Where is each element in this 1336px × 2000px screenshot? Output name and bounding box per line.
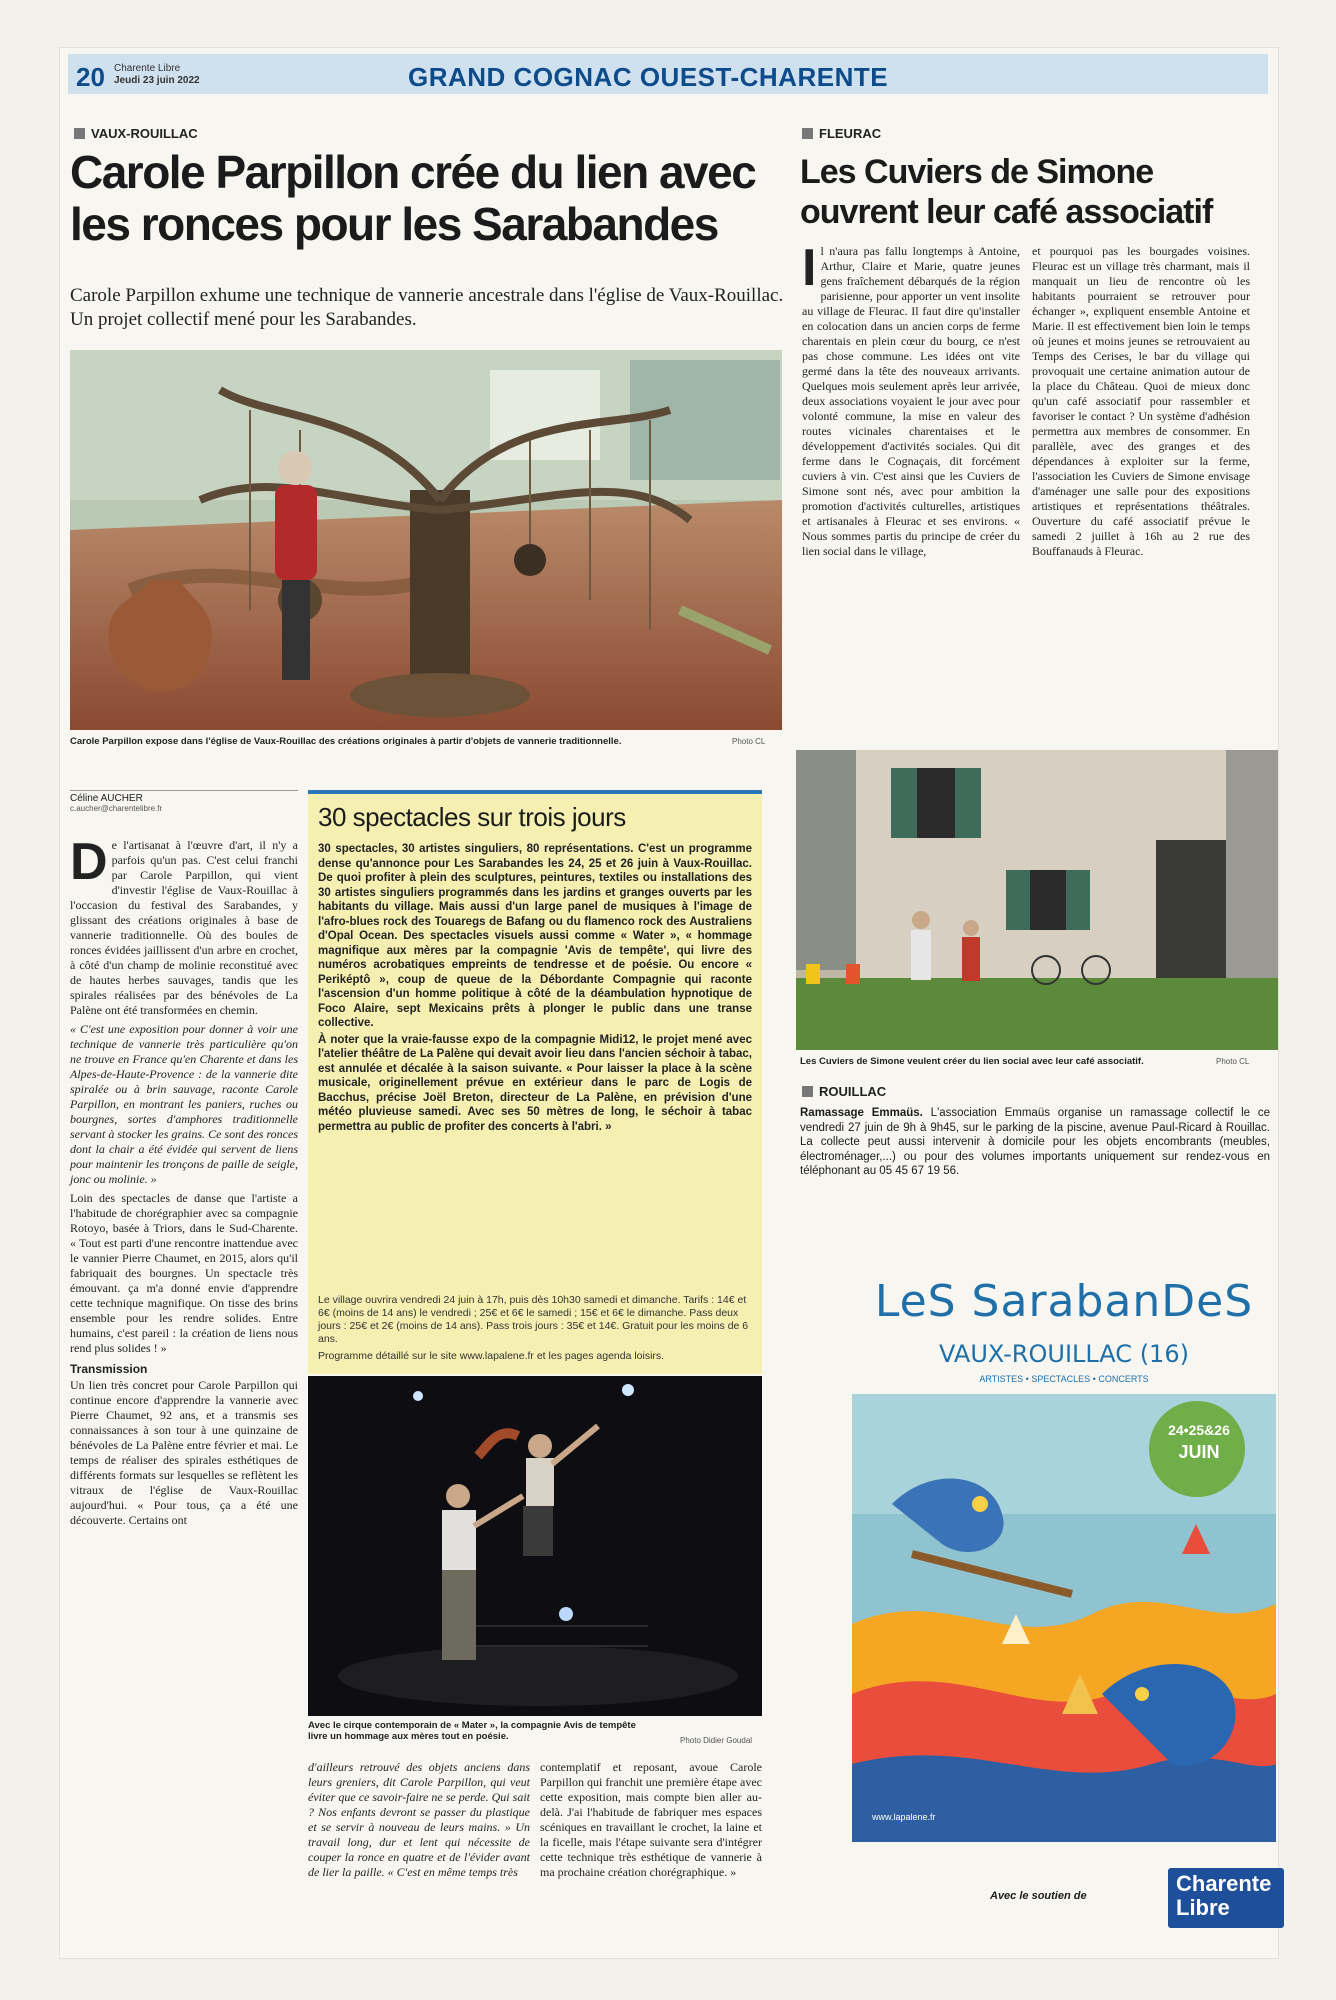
circus-photo bbox=[308, 1376, 762, 1716]
left-kicker: VAUX-ROUILLAC bbox=[74, 126, 198, 141]
right-body-2: et pourquoi pas les bourgades voisines. Fleurac est un village très charmant, mais il manquait un lieu de rencontre où les habitants pourraient se retrouver pour échanger », expliquent ensemble Antoine et Marie. Il est effectivement bien loin le temps où jeunes et moins jeunes se retrouvaient au Temps des Cerises, le bar du village qui provoquait une certaine animation autour de la place du Château. Quoi de mieux donc qu'un café associatif pour rassembler et favoriser le contact ? Un système d'adhésion permettra aux membres de consommer. En parallèle, avec des granges et des dépendances à exploiter sur la ferme, l'association les Cuviers de Simone envisage d'aménager une salle pour des expositions artistiques et représentations théâtrales. Ouverture du café associatif prévue le samedi 2 juillet à 16h au 2 rue des Bouffanauds à Fleurac. bbox=[1032, 244, 1250, 558]
program-box bbox=[308, 790, 762, 1374]
support-label: Avec le soutien de bbox=[990, 1890, 1087, 1902]
right-kicker: FLEURAC bbox=[802, 126, 881, 141]
author-name: Céline AUCHER bbox=[70, 793, 143, 804]
quote-paragraph: « C'est une exposition pour donner à voir une technique de vannerie très particulière qu'on ne trouve en France qu'en Charente et dans les Alpes-de-Haute-Provence : de la vannerie dite spiralée ou à brin sauvage, raconte Carole Parpillon, en montrant les paniers, ruches ou bourgnes, sortes d'amphores traditionnelle servant à stocker les grains. Ce sont des ronces dont la chair a été évidée qui servent de liens pour maintenir les tronçons de paille de seigle, jonc ou molinie. » bbox=[70, 1022, 298, 1186]
brief-lead: Ramassage Emmaüs. bbox=[800, 1107, 923, 1119]
fleurac-photo bbox=[796, 750, 1278, 1050]
main-photo-caption: Carole Parpillon expose dans l'église de Vaux-Rouillac des créations originales à partir d'objets de vannerie traditionnelle. bbox=[70, 736, 622, 747]
left-headline: Carole Parpillon crée du lien avec les ronces pour les Sarabandes bbox=[70, 146, 756, 250]
basketry-photo bbox=[70, 350, 782, 730]
circus-photo-credit: Photo Didier Goudal bbox=[680, 1736, 753, 1745]
charente-libre-logo bbox=[1168, 1868, 1284, 1928]
program-box-info bbox=[318, 1294, 752, 1363]
brief-text bbox=[800, 1106, 1270, 1179]
logo-line-1: Charente bbox=[1176, 1871, 1272, 1896]
body-paragraph-4: d'ailleurs retrouvé des objets anciens dans leurs greniers, dit Carole Parpillon, qui veut éviter que ce savoir-faire ne se perde. Qui sait ? Nos enfants devront se passer du plastique et se servir à nouveau de leurs mains. » Un travail long, dur et lent qui nécessite de couper la ronce en quatre et de l'évider avant de lier la paille. « C'est en même temps très bbox=[308, 1760, 530, 1879]
program-box-practical: Le village ouvrira vendredi 24 juin à 17h, puis dès 10h30 samedi et dimanche. Tarifs : 14€ et 6€ (moins de 14 ans) le vendredi ; 25€ et 6€ le samedi ; 15€ et 6€ le dimanche. Pass deux jours : 25€ et 2€ (moins de 14 ans). Pass trois jours : 35€ et 14€. Gratuit pour les moins de 6 ans. bbox=[318, 1294, 749, 1345]
header-meta bbox=[114, 63, 200, 87]
right-body-1: l n'aura pas fallu longtemps à Antoine, Arthur, Claire et Marie, quatre jeunes gens fraîchement débarqués de la région parisienne, pour apporter un vent insolite au village de Fleurac. Il faut dire qu'installer en colocation dans un ancien corps de ferme charentais en plein cœur du bourg, ce n'est pas chose commune. Les idées ont vite germé dans la tête des nouveaux arrivants. Quelques mois seulement après leur arrivée, deux associations voyaient le jour avec pour volonté commune, la mise en valeur des routes vicinales charentaises et le développement d'activités sociales. Qui dit ferme dans le Cognaçais, dit forcément cuviers à vin. C'est ainsi que les Cuviers de Simone sont nés, avec pour ambition la promotion d'activités culturelles, artistiques et artisanales à Fleurac et ses environs. « Nous sommes partis du principe de créer du lien social dans le village, bbox=[802, 244, 1020, 558]
program-box-paragraph-1: 30 spectacles, 30 artistes singuliers, 80 représentations. C'est un programme dense qu'annonce pour Les Sarabandes les 24, 25 et 26 juin à Vaux-Rouillac. De quoi profiter à plein des sculptures, peintures, textiles ou installations des 30 artistes singuliers programmés dans les jardins et granges ouverts par les habitants du village. Mais aussi d'un large panel de musiques à l'image de l'afro-blues rock des Touaregs de Bafang ou du flamenco rock des Australiens d'Opal Ocean. Des spectacles visuels aussi comme « Water », « hommage magnifique aux mères par la compagnie 'Avis de tempête', qui livre des numéros acrobatiques empreints de tendresse et de poésie. Ou encore « Periképtô », coup de queue de la Débordante Compagnie qui raconte l'ascension d'un homme politique à côté de la déambulation hypnotique de Foco Alaire, sept Mexicains prêts à plonger le public dans une transe collective. bbox=[318, 843, 752, 1029]
poster-tagline: ARTISTES • SPECTACLES • CONCERTS bbox=[979, 1374, 1149, 1384]
program-box-text bbox=[318, 842, 752, 1134]
right-headline: Les Cuviers de Simone ouvrent leur café associatif bbox=[800, 153, 1213, 231]
sarabandes-poster bbox=[852, 1222, 1276, 1842]
logo-line-2: Libre bbox=[1176, 1895, 1230, 1920]
newspaper-page bbox=[60, 48, 1278, 1958]
brief-kicker: ROUILLAC bbox=[802, 1084, 886, 1099]
program-box-link: Programme détaillé sur le site www.lapalene.fr et les pages agenda loisirs. bbox=[318, 1350, 665, 1362]
poster-footer: www.lapalene.fr bbox=[872, 1812, 936, 1822]
right-dropcap: I bbox=[802, 239, 817, 297]
program-box-title: 30 spectacles sur trois jours bbox=[318, 802, 626, 832]
author-email: c.aucher@charentelibre.fr bbox=[70, 804, 163, 813]
poster-month: JUIN bbox=[1178, 1442, 1220, 1462]
author-block bbox=[70, 790, 298, 813]
body-paragraph-1: e l'artisanat à l'œuvre d'art, il n'y a parfois qu'un pas. C'est celui franchi par Carole Parpillon, qui vient d'investir l'église de Vaux-Rouillac à l'occasion du festival des Sarabandes, y glissant des créations originales à base de vannerie traditionnelle. Où des boules de ronces évidées jaillissent d'un arbre en crochet, à côté d'un champ de molinie reconstitué avec de hautes herbes sauvages, tandis que les spirales réalisées par des bénévoles de La Palène ont été transformées en chemin. bbox=[70, 838, 298, 1017]
body-paragraph-5: contemplatif et reposant, avoue Carole Parpillon qui franchit une première étape avec cette exposition, mais compte bien aller au-delà. J'ai l'habitude de fabriquer mes espaces scéniques en travaillant le crochet, la laine et la ficelle, mais l'étape suivante sera d'intégrer cette technique très esthétique de vannerie à ma prochaine création chorégraphique. » bbox=[540, 1760, 762, 1879]
section-title: GRAND COGNAC OUEST-CHARENTE bbox=[408, 62, 889, 92]
page-header bbox=[68, 54, 1268, 94]
left-column-text bbox=[70, 833, 298, 1528]
dropcap: D bbox=[70, 833, 108, 891]
program-box-paragraph-2: À noter que la vraie-fausse expo de la compagnie Midi12, le projet mené avec l'atelier théâtre de La Palène qui devait avoir lieu dans l'ancien séchoir à tabac, est annulée et décalée à la saison suivante. « Pour laisser la place à la scène musicale, originellement prévue en extérieur dans le parc de Logis de Bacchus, précise Joël Breton, directeur de La Palène, en prévision d'une météo pluvieuse samedi. Avec ses 50 mètres de long, le séchoir à tabac permettra au public de profiter des concerts à l'abri. » bbox=[318, 1033, 752, 1133]
brief-body: L'association Emmaüs organise un ramassage collectif le ce vendredi 27 juin de 9h à 9h45, sur le parking de la piscine, avenue Paul-Ricard à Rouillac. La collecte peut aussi intervenir à domicile pour les objets encombrants (meubles, électroménager,...) ou pour des volumes importants uniquement sur rendez-vous en téléphonant au 05 45 67 19 56. bbox=[800, 1107, 1270, 1177]
page-number: 20 bbox=[76, 62, 105, 92]
left-chapo: Carole Parpillon exhume une technique de vannerie ancestrale dans l'église de Vaux-Rouillac. Un projet collectif mené pour les Sarabandes. bbox=[70, 285, 784, 330]
body-paragraph-2: Loin des spectacles de danse que l'artiste a l'habitude de chorégraphier avec sa compagnie Rotoyo, basée à Triors, dans le Sud-Charente. « Tout est parti d'une rencontre inattendue avec le vannier Pierre Chaumet, en 2015, alors qu'il fabriquait des bourgnes. Un spectacle très émouvant. ça m'a donné envie d'apprendre cette technique magnifique. On tisse des brins ensemble pour les rendre solides. Entre humains, c'est pareil : la création de liens nous rend plus solides ! » bbox=[70, 1191, 298, 1355]
body-paragraph-3: Un lien très concret pour Carole Parpillon qui continue encore d'apprendre la vannerie avec Pierre Chaumet, 92 ans, et a transmis ses connaissances à son tour à une quinzaine de bénévoles de La Palène entre février et mai. Le temps de réaliser des spirales esthétiques de différents formats sur lesquelles se reflètent les vitraux de l'église de Vaux-Rouillac aujourd'hui. « Pour tous, ça a été une découverte. Certains ont bbox=[70, 1378, 298, 1527]
issue-date: Jeudi 23 juin 2022 bbox=[114, 75, 200, 86]
main-photo-credit: Photo CL bbox=[732, 737, 766, 746]
circus-photo-caption: Avec le cirque contemporain de « Mater », la compagnie Avis de tempête livre un hommage aux mères tout en poésie. bbox=[308, 1720, 636, 1742]
paper-name: Charente Libre bbox=[114, 63, 181, 74]
poster-location: VAUX-ROUILLAC (16) bbox=[939, 1340, 1189, 1368]
poster-title: LeS SarabanDeS bbox=[874, 1276, 1254, 1327]
subhead-transmission: Transmission bbox=[70, 1362, 148, 1376]
fleurac-photo-credit: Photo CL bbox=[1216, 1057, 1250, 1066]
right-column-1 bbox=[802, 239, 1020, 559]
fleurac-photo-caption: Les Cuviers de Simone veulent créer du lien social avec leur café associatif. bbox=[800, 1056, 1144, 1067]
poster-dates: 24•25&26 bbox=[1168, 1422, 1230, 1438]
